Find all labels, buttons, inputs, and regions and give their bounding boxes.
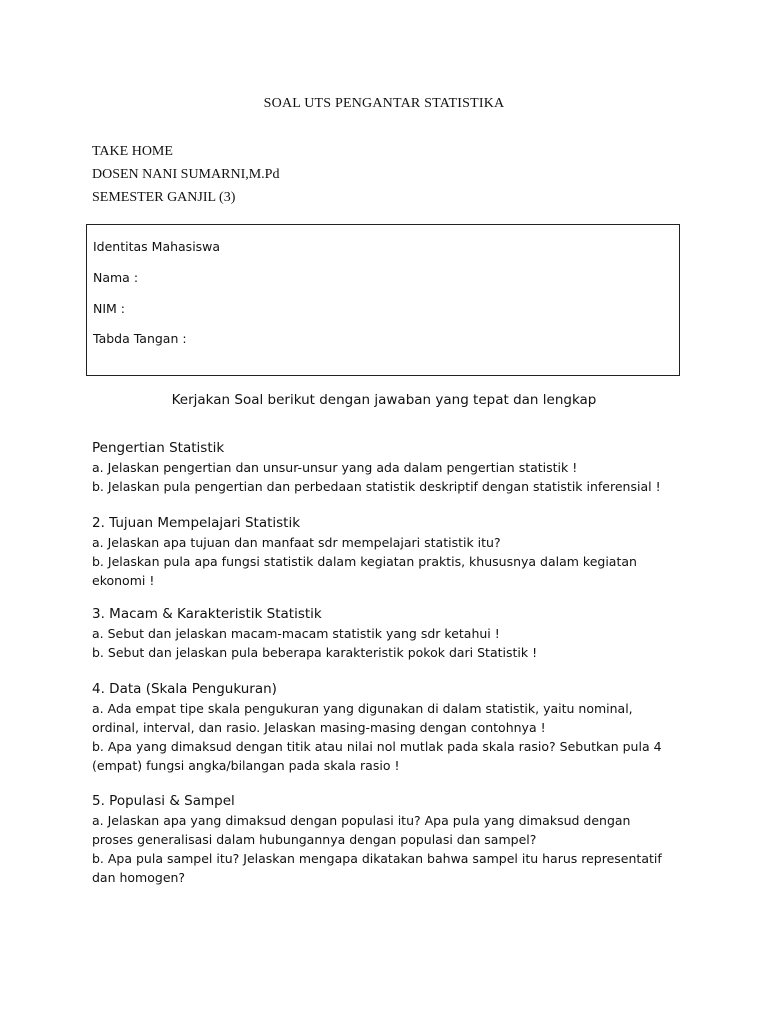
question-line: a. Ada empat tipe skala pengukuran yang digunakan di dalam statistik, yaitu nominal, xyxy=(92,701,633,716)
section-pengertian-statistik xyxy=(92,438,692,496)
question-line: b. Apa pula sampel itu? Jelaskan mengapa dikatakan bahwa sampel itu harus representatif xyxy=(92,851,662,866)
section-populasi-sampel xyxy=(92,791,692,887)
section-data-skala xyxy=(92,679,692,775)
question-line: dan homogen? xyxy=(92,870,186,885)
exam-type: TAKE HOME xyxy=(92,144,173,159)
question-line: ekonomi ! xyxy=(92,573,155,588)
section-heading: 3. Macam & Karakteristik Statistik xyxy=(92,606,322,622)
nim-label: NIM : xyxy=(93,301,126,316)
question-line: ordinal, interval, dan rasio. Jelaskan masing-masing dengan contohnya ! xyxy=(92,720,546,735)
question-line: a. Jelaskan pengertian dan unsur-unsur yang ada dalam pengertian statistik ! xyxy=(92,460,578,475)
section-macam-karakteristik xyxy=(92,604,692,662)
lecturer-name: DOSEN NANI SUMARNI,M.Pd xyxy=(92,167,280,182)
section-heading: 2. Tujuan Mempelajari Statistik xyxy=(92,515,301,531)
semester-info: SEMESTER GANJIL (3) xyxy=(92,190,236,205)
question-line: a. Jelaskan apa yang dimaksud dengan populasi itu? Apa pula yang dimaksud dengan xyxy=(92,813,631,828)
section-heading: 5. Populasi & Sampel xyxy=(92,793,235,809)
section-heading: Pengertian Statistik xyxy=(92,440,225,456)
question-line: b. Jelaskan pula pengertian dan perbedaan statistik deskriptif dengan statistik inferensial ! xyxy=(92,479,661,494)
signature-label: Tabda Tangan : xyxy=(93,331,187,346)
question-line: b. Jelaskan pula apa fungsi statistik dalam kegiatan praktis, khususnya dalam kegiatan xyxy=(92,554,637,569)
question-line: b. Apa yang dimaksud dengan titik atau nilai nol mutlak pada skala rasio? Sebutkan pula 4 xyxy=(92,739,662,754)
section-tujuan-statistik xyxy=(92,513,692,590)
name-label: Nama : xyxy=(93,270,139,285)
exam-info xyxy=(92,140,279,209)
section-heading: 4. Data (Skala Pengukuran) xyxy=(92,681,277,697)
question-line: a. Sebut dan jelaskan macam-macam statistik yang sdr ketahui ! xyxy=(92,626,500,641)
question-line: b. Sebut dan jelaskan pula beberapa karakteristik pokok dari Statistik ! xyxy=(92,645,538,660)
page-title: SOAL UTS PENGANTAR STATISTIKA xyxy=(263,96,505,111)
exam-instruction: Kerjakan Soal berikut dengan jawaban yang tepat dan lengkap xyxy=(171,392,597,408)
student-identity-box xyxy=(86,224,680,376)
question-line: proses generalisasi dalam hubungannya dengan populasi dan sampel? xyxy=(92,832,537,847)
question-line: a. Jelaskan apa tujuan dan manfaat sdr mempelajari statistik itu? xyxy=(92,535,501,550)
identity-heading: Identitas Mahasiswa xyxy=(93,239,221,254)
question-line: (empat) fungsi angka/bilangan pada skala rasio ! xyxy=(92,758,400,773)
